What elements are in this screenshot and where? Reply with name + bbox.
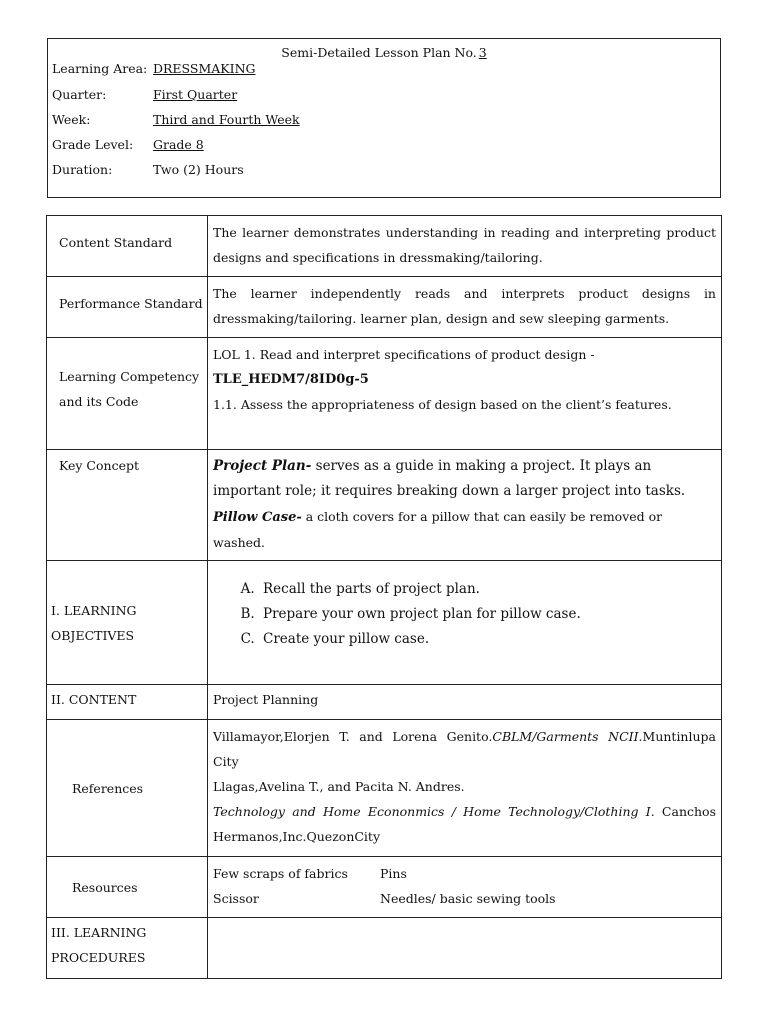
key-concept-row	[47, 450, 722, 561]
content-standard-text: The learner demonstrates understanding in reading and interpreting product designs and specifications in dressmaking/tailoring.	[208, 216, 722, 277]
objectives-row	[47, 561, 722, 685]
content-standard-label: Content Standard	[47, 216, 208, 277]
plan-title: Semi-Detailed Lesson Plan No. 3	[281, 45, 487, 60]
procedures-cell	[208, 918, 722, 979]
reference-2: Technology and Home Econonmics / Home Technology/Clothing I. Canchos Hermanos,Inc.QuezonCity	[213, 804, 716, 844]
references-row	[47, 720, 722, 857]
resources-row	[47, 857, 722, 918]
references-cell	[208, 720, 722, 857]
resource-item: Scissor	[213, 891, 259, 906]
content-text: Project Planning	[208, 685, 722, 720]
procedures-label: III. LEARNING PROCEDURES	[47, 918, 208, 979]
duration-label: Duration:	[52, 162, 113, 177]
learning-area-value: DRESSMAKING	[153, 61, 256, 76]
quarter-value: First Quarter	[153, 87, 238, 102]
week-value: Third and Fourth Week	[153, 112, 300, 127]
lesson-header	[47, 38, 721, 198]
performance-standard-row	[47, 277, 722, 338]
procedures-row	[47, 918, 722, 979]
key-concept-cell	[208, 450, 722, 561]
references-label: References	[47, 720, 208, 857]
term-pillow-case: Pillow Case-	[213, 510, 302, 525]
reference-2-authors: Llagas,Avelina T., and Pacita N. Andres.	[213, 779, 465, 794]
objectives-list	[213, 577, 716, 652]
reference-1: Villamayor,Elorjen T. and Lorena Genito.CBLM/Garments NCII.Muntinlupa City	[213, 729, 716, 769]
key-concept-pillow-case: Pillow Case- a cloth covers for a pillow that can easily be removed or washed.	[213, 509, 663, 550]
grade-label: Grade Level:	[52, 137, 134, 152]
duration-value: Two (2) Hours	[153, 162, 244, 177]
resources-cell	[208, 857, 722, 918]
grade-value: Grade 8	[153, 137, 204, 152]
performance-standard-text: The learner independently reads and interprets product designs in dressmaking/tailoring. learner plan, design and sew sleeping garments.	[208, 277, 722, 338]
competency-cell	[208, 338, 722, 450]
performance-standard-label: Performance Standard	[47, 277, 208, 338]
resource-item: Few scraps of fabrics	[213, 866, 348, 881]
objective-item: A. Recall the parts of project plan.	[259, 577, 716, 602]
content-row	[47, 685, 722, 720]
term-project-plan: Project Plan-	[213, 458, 312, 474]
competency-code: TLE_HEDM7/8ID0g-5	[213, 372, 369, 387]
resources-label: Resources	[47, 857, 208, 918]
competency-row	[47, 338, 722, 450]
plan-number: 3	[478, 45, 487, 60]
quarter-label: Quarter:	[52, 87, 107, 102]
competency-line2: 1.1. Assess the appropriateness of design based on the client’s features.	[213, 397, 672, 412]
competency-label: Learning Competency and its Code	[47, 338, 208, 450]
resource-item: Needles/ basic sewing tools	[380, 891, 556, 906]
objectives-label: I. LEARNING OBJECTIVES	[47, 561, 208, 685]
competency-line1: LOL 1. Read and interpret specifications of product design -	[213, 347, 595, 362]
key-concept-project-plan: Project Plan- serves as a guide in making a project. It plays an important role; it requires breaking down a larger project into tasks.	[213, 458, 686, 499]
lesson-plan-table	[46, 215, 722, 979]
key-concept-label: Key Concept	[47, 450, 208, 561]
content-standard-row	[47, 216, 722, 277]
resource-item: Pins	[380, 866, 407, 881]
content-label: II. CONTENT	[47, 685, 208, 720]
week-label: Week:	[52, 112, 91, 127]
learning-area-label: Learning Area:	[52, 61, 148, 76]
objectives-cell	[208, 561, 722, 685]
objective-item: B. Prepare your own project plan for pillow case.	[259, 602, 716, 627]
objective-item: C. Create your pillow case.	[259, 627, 716, 652]
